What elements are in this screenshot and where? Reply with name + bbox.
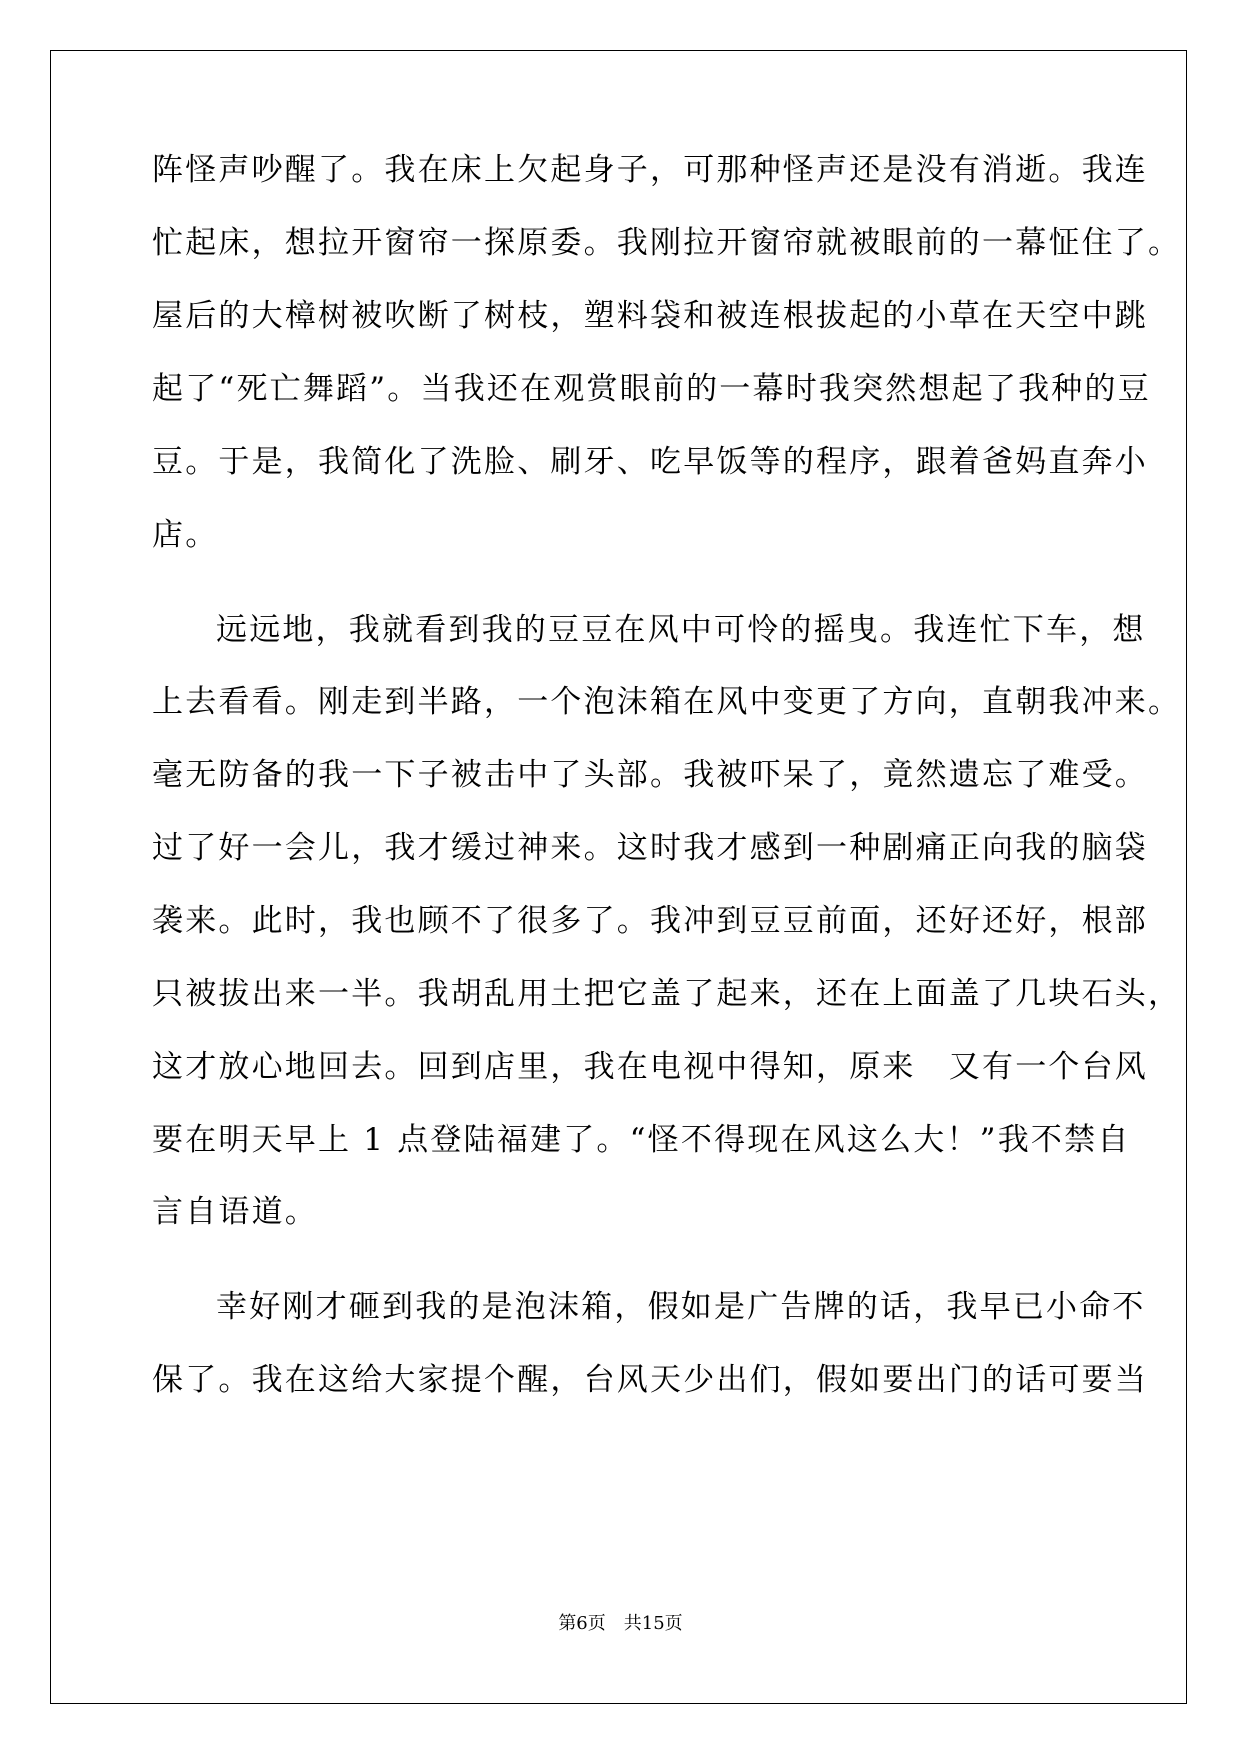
text-line: 上去看看。刚走到半路，一个泡沫箱在风中变更了方向，直朝我冲来。 (152, 684, 1182, 720)
text-line: 保了。我在这给大家提个醒，台风天少出们，假如要出门的话可要当 (152, 1362, 1148, 1398)
text-line: 过了好一会儿，我才缓过神来。这时我才感到一种剧痛正向我的脑袋 (152, 830, 1148, 866)
text-line: 起了“死亡舞蹈”。当我还在观赏眼前的一幕时我突然想起了我种的豆 (152, 371, 1151, 407)
text-line: 屋后的大樟树被吹断了树枝，塑料袋和被连根拔起的小草在天空中跳 (152, 298, 1148, 334)
text-line: 阵怪声吵醒了。我在床上欠起身子，可那种怪声还是没有消逝。我连 (152, 152, 1148, 188)
page-number-footer: 第6页 共15页 (558, 1613, 683, 1634)
text-line: 要在明天早上 1 点登陆福建了。“怪不得现在风这么大！”我不禁自 (152, 1122, 1131, 1158)
text-line: 言自语道。 (152, 1194, 318, 1230)
text-line: 忙起床，想拉开窗帘一探原委。我刚拉开窗帘就被眼前的一幕怔住了。 (152, 225, 1182, 261)
text-line: 远远地，我就看到我的豆豆在风中可怜的摇曳。我连忙下车，想 (216, 612, 1146, 648)
text-line: 这才放心地回去。回到店里，我在电视中得知，原来 又有一个台风 (152, 1049, 1148, 1085)
text-line: 幸好刚才砸到我的是泡沫箱，假如是广告牌的话，我早已小命不 (216, 1289, 1146, 1325)
text-line: 豆。于是，我简化了洗脸、刷牙、吃早饭等的程序，跟着爸妈直奔小 (152, 444, 1148, 480)
text-line: 店。 (152, 517, 219, 553)
text-line: 袭来。此时，我也顾不了很多了。我冲到豆豆前面，还好还好，根部 (152, 903, 1148, 939)
text-line: 只被拔出来一半。我胡乱用土把它盖了起来，还在上面盖了几块石头， (152, 976, 1182, 1012)
text-line: 毫无防备的我一下子被击中了头部。我被吓呆了，竟然遗忘了难受。 (152, 757, 1148, 793)
